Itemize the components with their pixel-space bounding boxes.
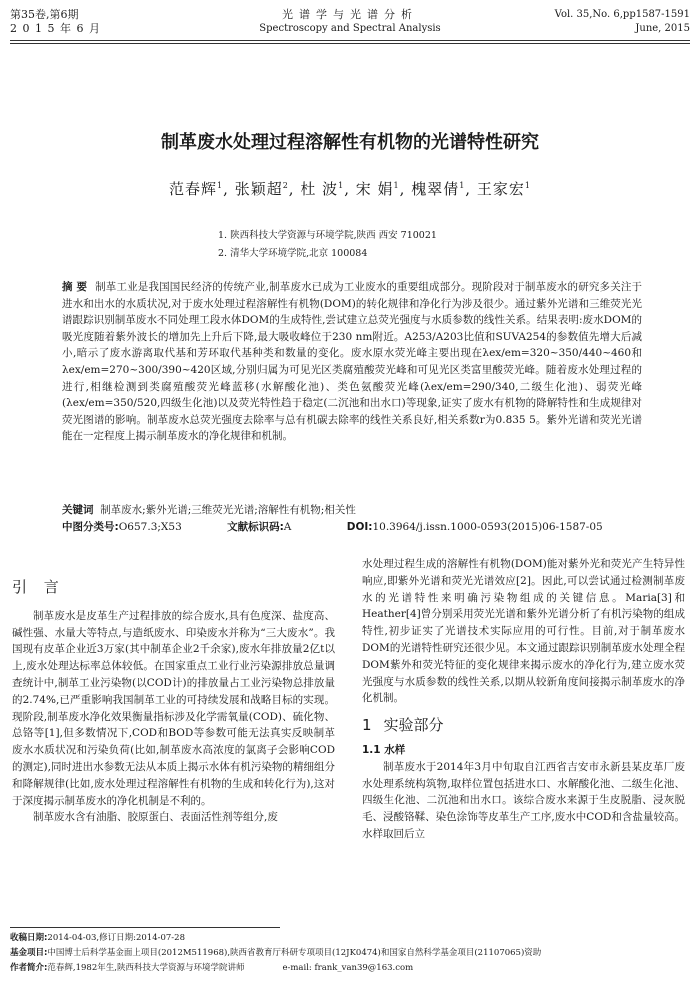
keywords-text: 制革废水;紫外光谱;三维荧光光谱;溶解性有机物;相关性 <box>100 504 356 516</box>
author: 宋 娟$^1$ <box>355 180 400 198</box>
paragraph: 水处理过程生成的溶解性有机物(DOM)能对紫外光和荧光产生特异性响应,即紫外光谱和荧光光谱效应[2]。因此,可以尝试通过检测制革废水的光谱特性来明确污染物组成的关键信息。Maria[3]和Heather[4]曾分别采用荧光光谱和紫外光谱分析了有机污染物的组成特性,初步证实了光谱技术实际应用的可行性。目前,对于制革废水DOM的光谱特性研究还很少见。本文通过跟踪识别制革废水处理全程DOM紫外和荧光特征的变化规律来揭示废水的净化行为,建立废水荧光强度与水质参数的线性关系,以期从较新角度间接揭示制革废水的净化机制。 <box>362 558 685 705</box>
keywords-label: 关键词 <box>62 504 94 516</box>
paper-title: 制革废水处理过程溶解性有机物的光谱特性研究 <box>161 132 539 153</box>
section-number: 1 <box>362 716 372 735</box>
footnotes <box>10 931 690 976</box>
left-column <box>12 575 335 826</box>
classification-line <box>62 519 652 535</box>
author: 张颖超$^2$ <box>234 180 289 198</box>
doi-label: DOI: <box>346 521 373 533</box>
affiliation: 2. 清华大学环境学院,北京 100084 <box>218 248 368 259</box>
volume-pages: Vol. 35,No. 6,pp1587-1591 <box>554 9 690 20</box>
section-heading-experiment <box>362 717 685 734</box>
paragraph: 制革废水含有油脂、胶原蛋白、表面活性剂等组分,废 <box>33 811 278 824</box>
author: 范春辉$^1$ <box>169 180 224 198</box>
header-rule-thin <box>10 43 690 44</box>
journal-citation <box>555 8 690 36</box>
month-year: June, 2015 <box>635 23 690 34</box>
keywords <box>62 502 652 518</box>
publication-date: 2 0 1 5 年 6 月 <box>10 22 101 35</box>
paragraph: 制革废水是皮革生产过程排放的综合废水,具有色度深、盐度高、碱性强、水量大等特点,与造纸废水、印染废水并称为“三大废水”。我国现有皮革企业近3万家(其中制革企业2千余家),废水年排放量2亿t以上,废水处理达标率总体较低。在国家重点工业行业污染源排放总量调查统计中,制革工业污染物(以COD计)的排放量占工业污染物总排放量的2.74%,已严重影响我国制革工业的可持续发展和战略目标的实现。现阶段,制革废水净化效果衡量指标涉及化学需氧量(COD)、硫化物、总铬等[1],但多数情况下,COD和BOD等参数可能无法真实反映制革废水水质状况和污染负荷(比如,制革废水高浓度的氯离子会影响COD的测定),同时进出水参数无法从本质上揭示水体有机污染物的精细组分和降解规律(比如,废水处理过程溶解性有机物的生成和转化行为),这对于深度揭示制革废水的净化机制是不利的。 <box>12 609 335 807</box>
abstract-label: 摘 要 <box>62 281 88 293</box>
affiliation: 1. 陕西科技大学资源与环境学院,陕西 西安 710021 <box>218 230 437 241</box>
footnote-rule <box>10 927 280 928</box>
author: 杜 波$^1$ <box>300 180 345 198</box>
right-column <box>362 556 685 843</box>
author-bio: 作者简介:范春辉,1982年生,陕西科技大学资源与环境学院讲师 e-mail: frank_van39@163.com <box>10 963 414 973</box>
doc-code-value: A <box>283 521 292 533</box>
paragraph: 制革废水于2014年3月中旬取自江西省吉安市永新县某皮革厂废水处理系统构筑物,取样位置包括进水口、水解酸化池、二级生化池、四级生化池、二沉池和出水口。该综合废水来源于生皮脱脂、浸灰脱毛、浸酸铬鞣、染色涂饰等皮革生产工序,废水中COD和含盐量较高。水样取回后立 <box>362 760 685 840</box>
journal-name-en: Spectroscopy and Spectral Analysis <box>259 23 441 34</box>
header-rule <box>10 40 690 41</box>
section-heading-intro: 引 言 <box>12 578 65 596</box>
abstract-text: 制革工业是我国国民经济的传统产业,制革废水已成为工业废水的重要组成部分。现阶段对于制革废水的研究多关注于进水和出水的水质状况,对于废水处理过程溶解性有机物(DOM)的转化规律和净化行为涉及很少。通过紫外光谱和三维荧光光谱跟踪识别制革废水不同处理工段水体DOM的生成特性,尝试建立总荧光强度与水质参数的线性关系。结果表明:废水DOM的吸光度随着紫外波长的增加先上升后下降,最大吸收峰位于230 nm附近。A253/A203比值和SUVA254的参数值先增大后减小,暗示了废水游离取代基和芳环取代基种类和数量的变化。废水原水荧光峰主要出现在λex/em=320~350/440~460和λex/em=270~300/390~420区域,分别归属为可见光区类腐殖酸荧光峰和可见光区类富里酸荧光峰。随着废水处理过程的进行,相继检测到类腐殖酸荧光峰蓝移(水解酸化池)、类色氨酸荧光峰(λex/em=290/340,二级生化池)、弱荧光峰(λex/em=350/520,四级生化池)以及荧光特性趋于稳定(二沉池和出水口)等现象,证实了废水有机物的降解特性和生成规律对荧光图谱的影响。制革废水总荧光强度去除率与总有机碳去除率的线性关系良好,相关系数r为0.835 5。紫外光谱和荧光光谱能在一定程度上揭示制革废水的净化规律和机制。 <box>62 281 643 443</box>
received-dates: 收稿日期:2014-04-03,修订日期:2014-07-28 <box>10 933 185 943</box>
journal-name-cn: 光谱学与光谱分析 <box>282 8 418 21</box>
volume-issue: 第35卷,第6期 <box>10 8 79 21</box>
subsection-heading: 1.1 水样 <box>362 743 406 756</box>
section-title: 实验部分 <box>383 716 444 735</box>
author-list: 范春辉$^1$, 张颖超$^2$, 杜 波$^1$, 宋 娟$^1$, 槐翠倩$^1$, 王家宏$^1$ <box>169 180 531 198</box>
clc-label: 中图分类号: <box>62 521 119 533</box>
author: 槐翠倩$^1$ <box>411 180 466 198</box>
clc-value: O657.3;X53 <box>118 521 182 533</box>
abstract <box>62 279 642 445</box>
doc-code-label: 文献标识码: <box>227 521 284 533</box>
author-email[interactable]: e-mail: frank_van39@163.com <box>282 963 414 973</box>
funding: 基金项目:中国博士后科学基金面上项目(2012M511968),陕西省教育厅科研专项项目(12JK0474)和国家自然科学基金项目(21107065)资助 <box>10 948 542 958</box>
doi-value: 10.3964/j.issn.1000-0593(2015)06-1587-05 <box>372 521 603 533</box>
author: 王家宏$^1$ <box>476 180 531 198</box>
